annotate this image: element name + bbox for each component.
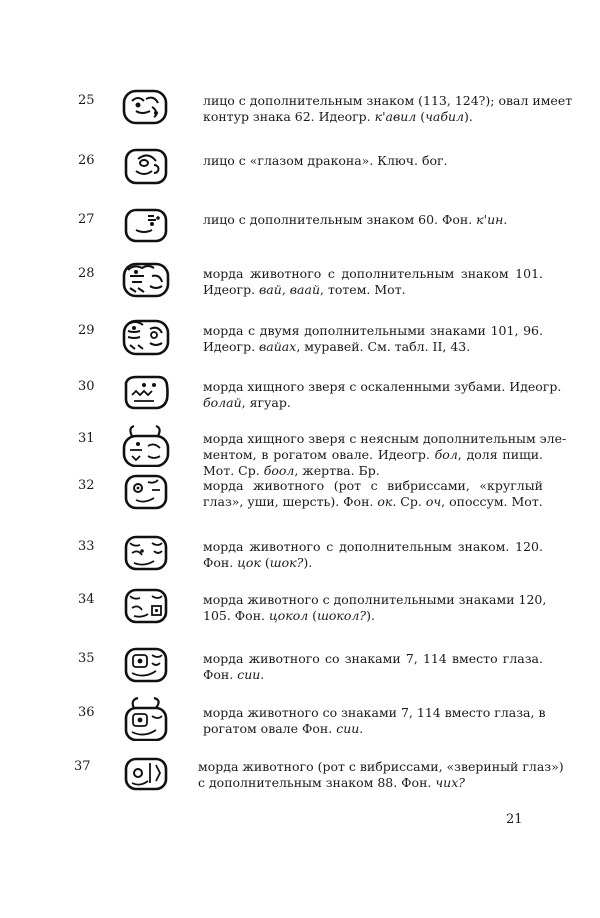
entry-description	[203, 323, 543, 355]
entry-number: 28	[78, 266, 95, 281]
text-segment: ).	[464, 109, 473, 124]
text-segment: лицо с дополнительным знаком 60. Фон.	[203, 212, 477, 227]
description-line	[203, 212, 543, 228]
entry-description	[203, 266, 543, 298]
entry-number: 26	[78, 153, 95, 168]
page-number: 21	[506, 812, 523, 827]
text-segment: .	[503, 212, 508, 227]
sign-29-glyph-icon	[118, 317, 172, 357]
italic-term: чих?	[435, 775, 465, 790]
text-segment: морда животного с дополнительным знаком. 120.	[203, 539, 543, 554]
text-segment: морда животного с дополнительным знаком 101.	[203, 266, 543, 281]
description-line	[203, 705, 546, 721]
description-line	[203, 395, 543, 411]
sign-37-glyph-icon	[118, 753, 172, 793]
text-segment: рогатом овале Фон.	[203, 721, 337, 736]
entry-number: 35	[78, 651, 95, 666]
italic-term: сии	[336, 721, 360, 736]
italic-term: цок	[237, 555, 261, 570]
sign-34-glyph-icon	[118, 586, 172, 626]
text-segment: морда с двумя дополнительными знаками 101, 96.	[203, 323, 543, 338]
text-segment: Фон.	[203, 667, 238, 682]
description-line	[203, 109, 543, 125]
entry-number: 32	[78, 478, 95, 493]
text-segment: морда животного со знаками 7, 114 вместо глаза, в	[203, 705, 546, 720]
italic-term: вайах	[259, 339, 297, 354]
text-segment: , муравей. См. табл. II, 43.	[296, 339, 471, 354]
description-line	[198, 759, 564, 775]
entry-number: 33	[78, 539, 95, 554]
text-segment: , тотем. Мот.	[320, 282, 406, 297]
text-segment: лицо с дополнительным знаком (113, 124?); овал имеет	[203, 93, 573, 108]
description-line	[203, 494, 543, 510]
sign-32-glyph-icon	[118, 472, 172, 512]
sign-33-glyph-icon	[118, 533, 172, 573]
entry-description	[203, 379, 562, 411]
text-segment: (	[308, 608, 318, 623]
description-line	[203, 608, 543, 624]
italic-term: к'авил	[374, 109, 417, 124]
description-line	[203, 379, 562, 395]
description-line	[203, 667, 543, 683]
text-segment: ).	[366, 608, 375, 623]
text-segment: , ягуар.	[241, 395, 291, 410]
sign-30-glyph-icon	[118, 373, 172, 413]
text-segment: с дополнительным знаком 88. Фон.	[198, 775, 436, 790]
description-line	[203, 592, 547, 608]
text-segment: Фон.	[203, 555, 238, 570]
description-line	[203, 539, 543, 555]
italic-term: вай	[259, 282, 282, 297]
description-line	[203, 447, 543, 463]
text-segment: ).	[303, 555, 313, 570]
description-line	[203, 266, 543, 282]
entry-number: 37	[74, 759, 91, 774]
entry-description	[203, 478, 543, 510]
italic-term: чабил	[425, 109, 464, 124]
text-segment: ,	[281, 282, 290, 297]
sign-36-glyph-icon	[118, 691, 172, 741]
description-line	[203, 555, 543, 571]
description-line	[203, 463, 543, 479]
italic-term: ок	[377, 494, 393, 509]
text-segment: , жертва. Бр.	[294, 463, 380, 478]
entry-description	[203, 651, 543, 683]
text-segment: лицо с «глазом дракона». Ключ. бог.	[203, 153, 448, 168]
text-segment: 105. Фон.	[203, 608, 269, 623]
text-segment: .	[260, 667, 265, 682]
sign-31-glyph-icon	[118, 417, 172, 467]
entry-description	[203, 705, 546, 737]
entry-description	[203, 539, 543, 571]
entry-number: 30	[78, 379, 95, 394]
text-segment: (	[416, 109, 426, 124]
italic-term: цокол	[269, 608, 309, 623]
description-line	[203, 651, 543, 667]
entry-description	[198, 759, 564, 791]
description-line	[203, 721, 543, 737]
text-segment: ментом, в рогатом овале. Идеогр.	[203, 447, 435, 462]
sign-28-glyph-icon	[118, 260, 172, 300]
description-line	[203, 153, 543, 169]
entry-number: 36	[78, 705, 95, 720]
italic-term: бол	[434, 447, 458, 462]
entry-description	[203, 212, 543, 228]
entry-description	[203, 153, 543, 169]
entry-description	[203, 431, 567, 479]
entry-number: 31	[78, 431, 95, 446]
text-segment: морда хищного зверя с оскаленными зубами. Идеогр.	[203, 379, 562, 394]
italic-term: оч	[425, 494, 442, 509]
entry-number: 29	[78, 323, 95, 338]
text-segment: Идеогр.	[203, 339, 260, 354]
text-segment: морда животного с дополнительными знаками 120,	[203, 592, 547, 607]
text-segment: Мот. Ср.	[203, 463, 264, 478]
entry-description	[203, 592, 547, 624]
text-segment: .	[359, 721, 364, 736]
text-segment: морда животного (рот с вибриссами, «звериный глаз»)	[198, 759, 564, 774]
italic-term: боол	[263, 463, 295, 478]
description-line	[203, 282, 543, 298]
sign-35-glyph-icon	[118, 645, 172, 685]
text-segment: контур знака 62. Идеогр.	[203, 109, 375, 124]
text-segment: (	[260, 555, 270, 570]
sign-27-glyph-icon	[118, 206, 172, 246]
description-line	[203, 93, 573, 109]
text-segment: глаз», уши, шерсть). Фон.	[203, 494, 378, 509]
text-segment: морда животного со знаками 7, 114 вместо глаза.	[203, 651, 543, 666]
sign-26-glyph-icon	[118, 147, 172, 187]
text-segment: , доля пищи.	[457, 447, 543, 462]
italic-term: шок?	[269, 555, 304, 570]
entry-number: 34	[78, 592, 95, 607]
description-line	[203, 339, 543, 355]
text-segment: морда хищного зверя с неясным дополнительным эле-	[203, 431, 567, 446]
italic-term: к'ин	[476, 212, 504, 227]
text-segment: Идеогр.	[203, 282, 260, 297]
sign-25-glyph-icon	[118, 87, 172, 127]
description-line	[203, 431, 567, 447]
entry-description	[203, 93, 573, 125]
italic-term: шокол?	[317, 608, 367, 623]
text-segment: . Ср.	[392, 494, 426, 509]
italic-term: сии	[237, 667, 261, 682]
description-line	[203, 478, 543, 494]
text-segment: , опоссум. Мот.	[441, 494, 543, 509]
italic-term: вaай	[289, 282, 320, 297]
text-segment: морда животного (рот с вибриссами, «круглый	[203, 478, 543, 493]
description-line	[198, 775, 538, 791]
description-line	[203, 323, 543, 339]
entry-number: 25	[78, 93, 95, 108]
italic-term: болай	[203, 395, 242, 410]
entry-number: 27	[78, 212, 95, 227]
